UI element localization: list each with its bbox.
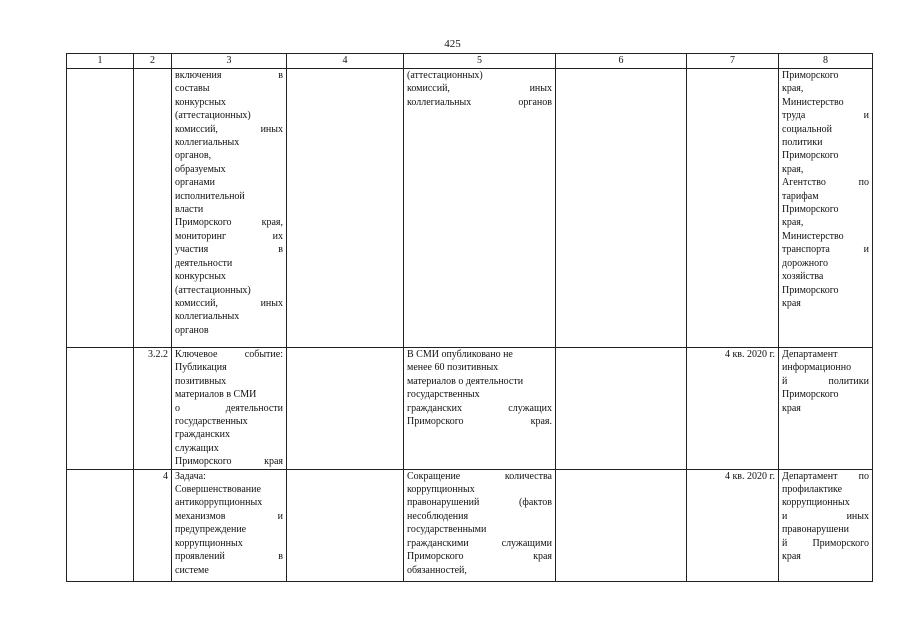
cell-text-line: правонарушени (782, 524, 849, 536)
cell-col1 (67, 69, 134, 348)
cell-text-line: Приморского края (407, 551, 552, 563)
cell-text-line: комиссий, иных (175, 123, 283, 135)
cell-deadline: 4 кв. 2020 г. (687, 348, 779, 470)
measures-table (66, 53, 873, 582)
column-header-row (67, 54, 873, 69)
cell-text-line: власти (175, 204, 204, 216)
cell-text-line: включения в (175, 70, 283, 81)
cell-text-line: деятельности (175, 257, 233, 269)
cell-text-line: гражданских служащих (407, 402, 552, 414)
cell-text-line: гражданскими служащими (407, 537, 552, 549)
cell-text-line: В СМИ опубликовано не (407, 349, 513, 360)
cell-responsible (779, 69, 873, 348)
column-header: 3 (172, 54, 287, 69)
cell-text-line: антикоррупционных (175, 497, 263, 509)
cell-text-line: Приморского края, (175, 217, 283, 229)
cell-text-line: проявлений в (175, 551, 283, 563)
cell-text-line: Приморского (782, 284, 839, 296)
cell-text-line: й политики (782, 375, 869, 387)
column-header: 6 (556, 54, 687, 69)
column-header: 8 (779, 54, 873, 69)
cell-text-line: транспорта и (782, 244, 869, 256)
cell-measure (172, 469, 287, 581)
cell-text-line: органов (175, 324, 209, 336)
cell-text-line: составы (175, 83, 210, 95)
cell-item-number (134, 69, 172, 348)
cell-text-line: й Приморского (782, 537, 869, 549)
cell-result (404, 469, 556, 581)
cell-text-line: края (782, 402, 801, 414)
table-row (67, 348, 873, 470)
cell-text-line: служащих (175, 442, 219, 454)
cell-result (404, 348, 556, 470)
cell-col6 (556, 348, 687, 470)
column-header: 4 (287, 54, 404, 69)
cell-col4 (287, 469, 404, 581)
cell-deadline: 4 кв. 2020 г. (687, 469, 779, 581)
cell-text-line: предупреждение (175, 524, 247, 536)
cell-col4 (287, 348, 404, 470)
cell-text-line: менее 60 позитивных (407, 362, 499, 374)
cell-text-line: Приморского (782, 204, 839, 216)
cell-text-line: и иных (782, 510, 869, 522)
cell-text-line: коррупционных (782, 497, 850, 509)
cell-text-line: Министерство (782, 96, 844, 108)
cell-col1 (67, 469, 134, 581)
cell-text-line: (аттестационных) (175, 110, 251, 122)
cell-text-line: исполнительной (175, 190, 245, 202)
cell-text-line: Департамент (782, 349, 838, 360)
cell-text-line: Приморского края (175, 456, 283, 468)
cell-item-number: 3.2.2 (134, 348, 172, 470)
cell-text-line: образуемых (175, 163, 226, 175)
cell-text-line: конкурсных (175, 96, 226, 108)
cell-text-line: края, (782, 217, 804, 229)
cell-text-line: Приморского края. (407, 416, 552, 428)
cell-text-line: дорожного (782, 257, 828, 269)
cell-text-line: механизмов и (175, 510, 283, 522)
cell-text-line: гражданских (175, 429, 230, 441)
cell-text-line: государственных (407, 389, 480, 401)
cell-col6 (556, 69, 687, 348)
cell-text-line: края, (782, 163, 804, 175)
cell-text-line: Приморского (782, 70, 839, 81)
cell-text-line: информационно (782, 362, 852, 374)
cell-text-line: конкурсных (175, 271, 226, 283)
cell-text-line: участия в (175, 244, 283, 256)
cell-text-line: Совершенствование (175, 484, 261, 496)
cell-col1 (67, 348, 134, 470)
column-header: 2 (134, 54, 172, 69)
cell-text-line: края, (782, 83, 804, 95)
cell-text-line: материалов в СМИ (175, 389, 257, 401)
cell-text-line: комиссий, иных (407, 83, 552, 95)
cell-result (404, 69, 556, 348)
cell-text-line: коллегиальных (175, 137, 240, 149)
cell-text-line: комиссий, иных (175, 297, 283, 309)
cell-col6 (556, 469, 687, 581)
cell-text-line: органами (175, 177, 216, 189)
cell-text-line: коррупционных (407, 484, 475, 496)
cell-deadline (687, 69, 779, 348)
cell-text-line: (аттестационных) (407, 70, 483, 81)
cell-text-line: Сокращение количества (407, 470, 552, 482)
cell-text-line: обязанностей, (407, 564, 467, 576)
cell-text-line: Министерство (782, 230, 844, 242)
column-header: 7 (687, 54, 779, 69)
cell-text-line: о деятельности (175, 402, 283, 414)
cell-responsible (779, 469, 873, 581)
cell-text-line: органов, (175, 150, 212, 162)
cell-text-line: коррупционных (175, 537, 243, 549)
cell-text-line: коллегиальных (175, 311, 240, 323)
cell-text-line: политики (782, 137, 823, 149)
cell-col4 (287, 69, 404, 348)
cell-text-line: коллегиальных органов (407, 96, 552, 108)
cell-text-line: мониторинг их (175, 230, 283, 242)
cell-measure (172, 69, 287, 348)
cell-text-line: материалов о деятельности (407, 375, 524, 387)
cell-text-line: несоблюдения (407, 510, 469, 522)
column-header: 1 (67, 54, 134, 69)
cell-text-line: края (782, 551, 801, 563)
page-number: 425 (444, 38, 461, 50)
cell-text-line: Приморского (782, 389, 839, 401)
cell-text-line: Задача: (175, 470, 206, 482)
cell-text-line: труда и (782, 110, 869, 122)
cell-text-line: позитивных (175, 375, 227, 387)
cell-text-line: Публикация (175, 362, 227, 374)
cell-text-line: края (782, 297, 801, 309)
cell-item-number: 4 (134, 469, 172, 581)
column-header: 5 (404, 54, 556, 69)
cell-text-line: Ключевое событие: (175, 349, 283, 360)
table-row (67, 69, 873, 348)
cell-text-line: социальной (782, 123, 832, 135)
cell-text-line: Приморского (782, 150, 839, 162)
cell-text-line: профилактике (782, 484, 843, 496)
cell-text-line: хозяйства (782, 271, 824, 283)
cell-text-line: (аттестационных) (175, 284, 251, 296)
table-row (67, 469, 873, 581)
cell-measure (172, 348, 287, 470)
cell-text-line: государственных (175, 416, 248, 428)
cell-text-line: правонарушений (фактов (407, 497, 552, 509)
cell-text-line: государственными (407, 524, 487, 536)
cell-text-line: системе (175, 564, 209, 576)
cell-responsible (779, 348, 873, 470)
cell-text-line: Департамент по (782, 470, 869, 482)
cell-text-line: тарифам (782, 190, 819, 202)
cell-text-line: Агентство по (782, 177, 869, 189)
